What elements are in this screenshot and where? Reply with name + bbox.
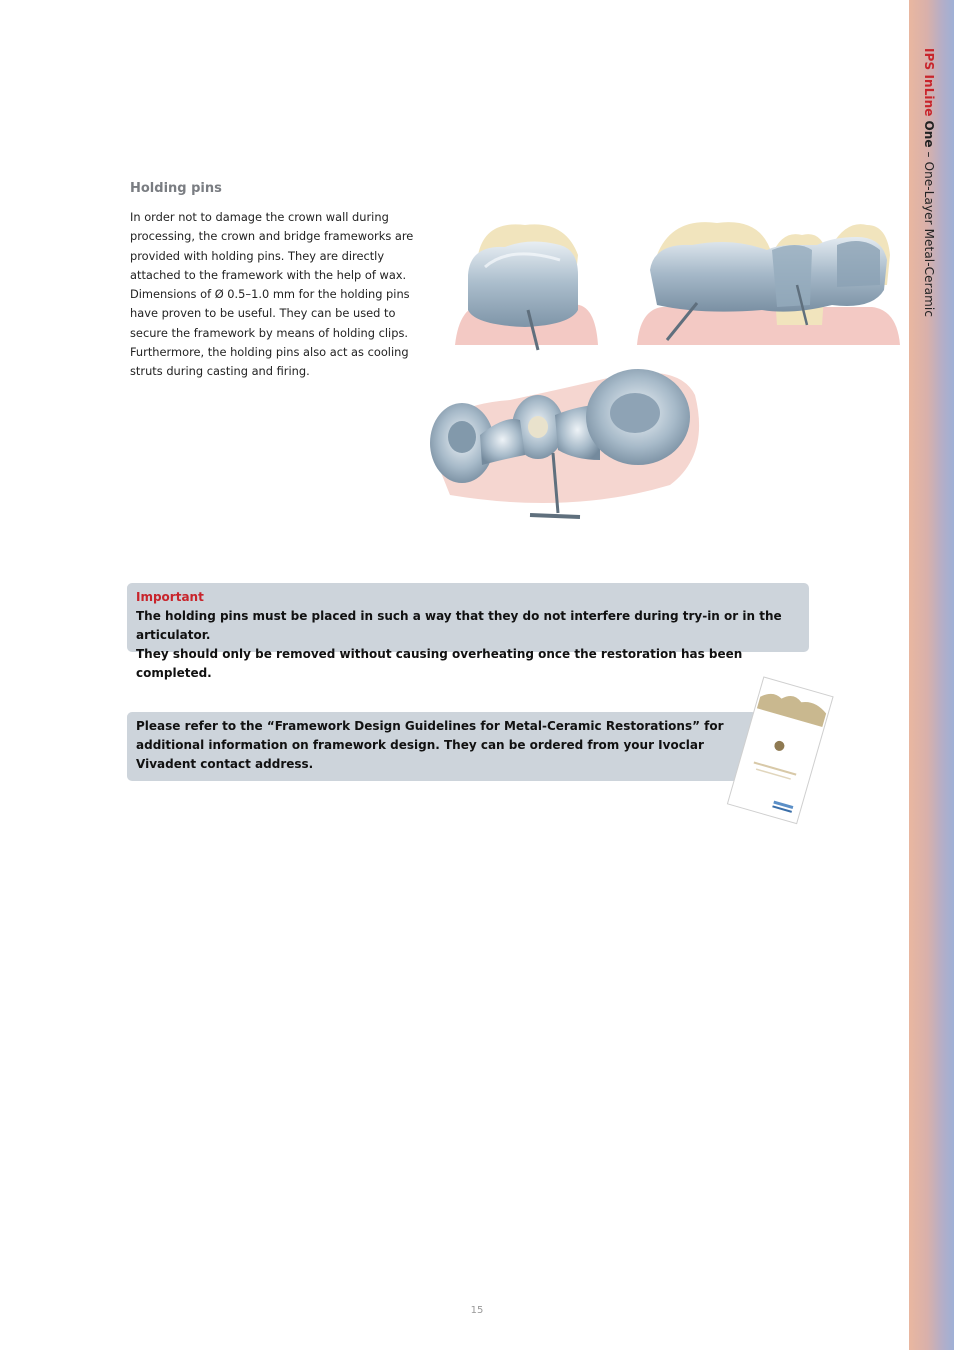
section-body-text: In order not to damage the crown wall during processing, the crown and bridge frameworks are provided with holding pins. They are directly attached to the framework with the help of wax. Dimensions of Ø 0.5–1.0 mm for the holding pins have proven to be useful. They can be used to secure the framework by means of holding clips. Furthermore, the holding pins also act as cooling struts during casting and firing.	[130, 210, 414, 379]
product-name: One	[922, 120, 936, 148]
product-subtitle: – One-Layer Metal-Ceramic	[922, 147, 936, 318]
important-line-1: The holding pins must be placed in such a way that they do not interfere during try-in or in the articulator.	[136, 609, 782, 642]
important-line-2: They should only be removed without causing overheating once the restoration has been completed.	[136, 647, 743, 680]
single-crown-figure	[450, 215, 600, 355]
important-notice-box	[127, 583, 809, 680]
reference-notice-box	[127, 712, 757, 781]
sidebar-product-title	[922, 48, 936, 317]
bridge-figure	[632, 215, 902, 350]
brand-name: IPS InLine	[922, 48, 936, 117]
brochure-cover-thumbnail	[722, 676, 837, 826]
framework-top-view-figure	[420, 365, 720, 530]
page-number: 15	[470, 1305, 484, 1316]
reference-text: Please refer to the “Framework Design Guidelines for Metal-Ceramic Restorations” for additional information on framework design. They can be ordered from your Ivoclar Vivadent contact address.	[136, 719, 724, 771]
important-label: Important	[136, 590, 204, 604]
section-heading: Holding pins	[130, 181, 222, 196]
